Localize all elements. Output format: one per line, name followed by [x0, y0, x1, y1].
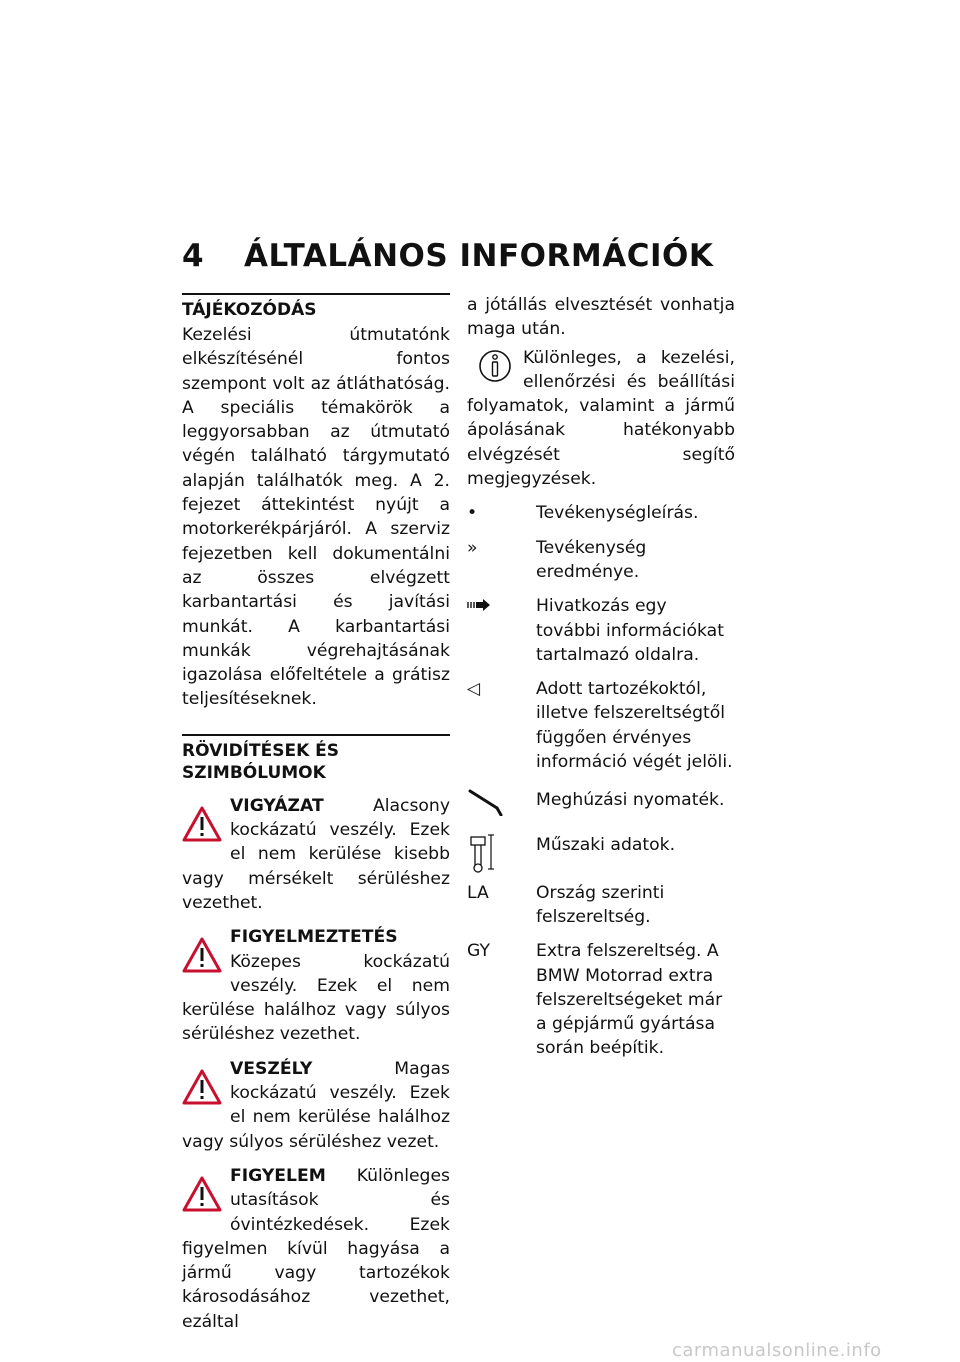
- symbol-torque: [467, 788, 735, 812]
- symbol-desc: Adott tartozékoktól, illetve felszereltségtől függően érvényes információ végét jelöli.: [536, 679, 733, 773]
- symbol-desc: Műszaki adatok.: [536, 834, 676, 855]
- symbol-desc: Tevékenység eredménye.: [536, 537, 647, 582]
- bullet-symbol: •: [467, 503, 478, 524]
- right-column: [467, 293, 735, 1061]
- symbol-technical-data: [467, 833, 735, 869]
- warning-label: VESZÉLY: [230, 1058, 313, 1079]
- symbol-reference: [467, 594, 735, 667]
- warning-danger: [182, 1055, 450, 1154]
- symbol-accessory-end: [467, 677, 735, 774]
- technical-data-icon: [467, 833, 527, 875]
- warning-label: FIGYELMEZTETÉS: [230, 927, 398, 948]
- symbol-desc: Tevékenységleírás.: [536, 503, 699, 524]
- symbol-desc: Meghúzási nyomaték.: [536, 790, 725, 811]
- warning-triangle-icon: [182, 1067, 222, 1107]
- warning-caution: [182, 792, 450, 915]
- warning-triangle-icon: [182, 935, 222, 975]
- continuation-text: a jótállás elvesztését vonhatja maga után.: [467, 295, 735, 340]
- symbol-activity: [467, 501, 735, 525]
- warning-warning: [182, 923, 450, 1046]
- warning-text: Magas kockázatú veszély. Ezek el nem kerülése halálhoz vagy súlyos sérüléshez vezet.: [182, 1058, 450, 1152]
- country-equipment-symbol: LA: [467, 882, 489, 903]
- info-note-text: Különleges, a kezelési, ellenőrzési és beállítási folyamatok, valamint a jármű ápolásának hatékonyabb elvégzését segítő megjegyzések.: [467, 347, 735, 490]
- reference-arrow-icon: [467, 594, 527, 616]
- info-note: [467, 346, 735, 492]
- warning-attention: [182, 1162, 450, 1334]
- symbol-desc: Hivatkozás egy további információkat tartalmazó oldalra.: [536, 596, 724, 665]
- section-heading-orientation: TÁJÉKOZÓDÁS: [182, 293, 450, 321]
- watermark: carmanualsonline.info: [672, 1340, 882, 1361]
- symbol-result: [467, 536, 735, 585]
- warning-text: Különleges utasítások és óvintézkedések. Ezek figyelmen kívül hagyása a jármű vagy tartozékok károsodásához vezethet, ezáltal: [182, 1165, 450, 1332]
- warning-text: Alacsony kockázatú veszély. Ezek el nem kerülése kisebb vagy mérsékelt sérüléshez vezethet.: [182, 795, 450, 913]
- warning-triangle-icon: [182, 1174, 222, 1214]
- result-symbol: »: [467, 537, 478, 558]
- page-title: [182, 238, 713, 274]
- symbol-desc: Extra felszereltség. A BMW Motorrad extra felszereltségeket már a gépjármű gyártása során beépítik.: [536, 941, 723, 1059]
- orientation-body: Kezelési útmutatónk elkészítésénél fontos szempont volt az átláthatóság. A speciális témakörök a leggyorsabban az útmutató végén található tárgymutató alapján találhatók meg. A 2. fejezet áttekintést nyújt a motorkerékpárjáról. A szerviz fejezetben kell dokumentálni az összes elvégzett karbantartási és javítási munkát. A karbantartási munkák végrehajtásának igazolása előfeltétele a grátisz teljesítéseknek.: [182, 325, 450, 710]
- warning-text: Közepes kockázatú veszély. Ezek el nem kerülése halálhoz vagy súlyos sérüléshez vezethet.: [182, 951, 450, 1045]
- left-column: [182, 293, 450, 1334]
- torque-wrench-icon: [467, 788, 527, 816]
- info-icon: [479, 348, 515, 390]
- accessory-end-symbol: ◁: [467, 679, 481, 700]
- symbol-extra-equipment: [467, 939, 735, 1060]
- section-heading-abbreviations: RÖVIDÍTÉSEK ÉS SZIMBÓLUMOK: [182, 734, 450, 784]
- warning-label: VIGYÁZAT: [230, 795, 324, 816]
- chapter-title: ÁLTALÁNOS INFORMÁCIÓK: [244, 238, 714, 274]
- extra-equipment-symbol: GY: [467, 941, 490, 962]
- symbol-country-equipment: [467, 881, 735, 930]
- chapter-number: 4: [182, 238, 205, 274]
- warning-label: FIGYELEM: [230, 1165, 326, 1186]
- symbol-desc: Ország szerinti felszereltség.: [536, 882, 665, 927]
- warning-triangle-icon: [182, 804, 222, 844]
